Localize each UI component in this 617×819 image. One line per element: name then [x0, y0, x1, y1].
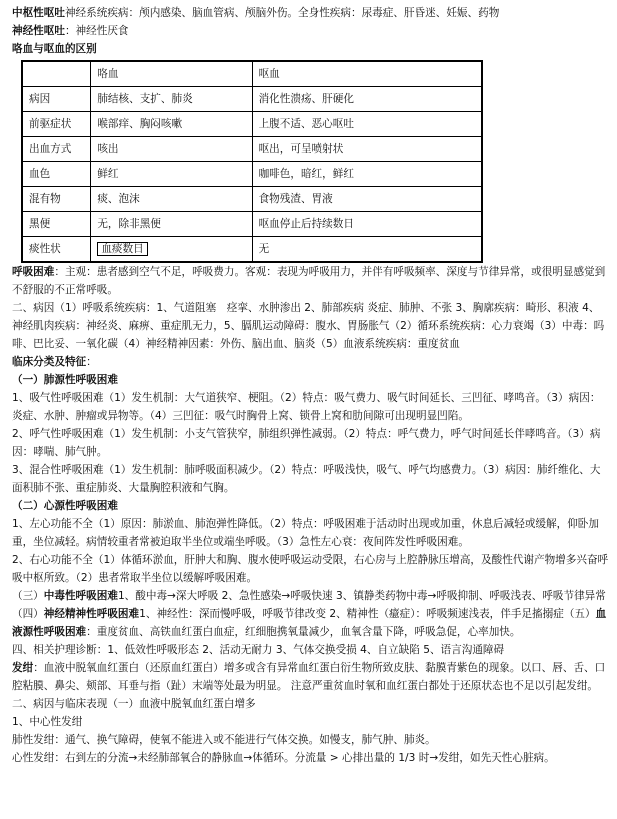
toxic-neuro-blood-paragraph: [12, 587, 610, 641]
hemoptysis-hematemesis-table: [21, 60, 483, 263]
cyanosis-text: ：血液中脱氧血红蛋白（还原血红蛋白）增多或含有异常血红蛋白衍生物所致皮肤、黏膜青紫色的现象。以口、唇、舌、口腔粘膜、鼻尖、颊部、耳垂与指（趾）末端等处最为明显。 注意严重贫血时氧和血红蛋白都处于还原状态也不足以引起发绀。: [12, 662, 606, 692]
table-row: [22, 212, 482, 237]
neurogenic-vomiting-term: 神经性呕吐: [12, 25, 65, 37]
central-vomiting-term: 中枢性呕吐: [12, 7, 65, 19]
table-cell: 咖啡色，暗红，鲜红: [252, 162, 482, 187]
table-cell: 鲜红: [91, 162, 252, 187]
expiratory-dyspnea-paragraph: 2、呼气性呼吸困难（1）发生机制：小支气管狭窄，肺组织弹性减弱。（2）特点：呼气费力，呼气时间延长伴哮鸣音。（3）病因：哮喘、肺气肿。: [12, 428, 601, 458]
table-header-cell: 呕血: [252, 61, 482, 87]
dyspnea-definition: [12, 263, 610, 299]
table-cell: 痰性状: [22, 237, 91, 263]
cyanosis-cause-line: 二、病因与临床表现（一）血液中脱氧血红蛋白增多: [12, 698, 256, 710]
neurogenic-vomiting-line: [12, 22, 610, 40]
table-cell: 前驱症状: [22, 112, 91, 137]
central-vomiting-text: 神经系统疾病：颅内感染、脑血管病、颅脑外伤。全身性疾病：尿毒症、肝昏迷、妊娠、药物: [64, 7, 500, 19]
table-row: [22, 137, 482, 162]
table-cell: 消化性溃疡、肝硬化: [252, 87, 482, 112]
table-cell: 血色: [22, 162, 91, 187]
clinical-classification-heading: [12, 353, 610, 371]
table-cell: 咳出: [91, 137, 252, 162]
mixed-dyspnea-paragraph: 3、混合性呼吸困难（1）发生机制：肺呼吸面积减少。（2）特点：呼吸浅快，吸气、呼气均感费力。（3）病因：肺纤维化、大面积肺不张、重症肺炎、大量胸腔积液和气胸。: [12, 464, 601, 494]
table-header-cell: [22, 61, 91, 87]
dyspnea-text: ：主观：患者感到空气不足，呼吸费力。客观：表现为呼吸用力，并伴有呼吸频率、深度与节律异常，或很明显感觉到不舒服的不正常呼吸。: [12, 266, 606, 296]
table-cell: 喉部痒、胸闷咳嗽: [91, 112, 252, 137]
table-header-cell: 咯血: [91, 61, 252, 87]
left-heart-paragraph: 1、左心功能不全（1）原因：肺淤血、肺泡弹性降低。（2）特点：呼吸困难于活动时出现或加重，休息后减轻或缓解，仰卧加重，坐位减轻。病情较重者常被迫取半坐位或端坐呼吸。（3）急性左心衰：夜间阵发性呼吸困难。: [12, 518, 599, 548]
inspiratory-dyspnea-paragraph: 1、吸气性呼吸困难（1）发生机制：大气道狭窄、梗阻。（2）特点：吸气费力、吸气时间延长、三凹征、哮鸣音。（3）病因：炎症、水肿、肿瘤或异物等。（4）三凹征：吸气时胸骨上窝、锁骨上窝和肋间隙可出现明显凹陷。: [12, 392, 601, 422]
table-cell: 无: [252, 237, 482, 263]
neuro-dyspnea-term: 神经精神性呼吸困难: [43, 608, 140, 620]
document-page: [12, 4, 610, 767]
causes-paragraph: 二、病因（1）呼吸系统疾病：1、气道阻塞 痉挛、水肿渗出 2、肺部疾病 炎症、肺肿、不张 3、胸廓疾病：畸形、积液 4、神经肌肉疾病：神经炎、麻痹、重症肌无力，5、膈肌运动障碍：腹水、胃肠胀气（2）循环系统疾病：心力衰竭（3）中毒：吗啡、巴比妥、一氧化碳（4）神经精神因素：外伤、脑出血、脑炎（5）血液系统疾病：重度贫血: [12, 302, 605, 350]
table-row: [22, 187, 482, 212]
nursing-diagnosis-line: 四、相关护理诊断：1、低效性呼吸形态 2、活动无耐力 3、气体交换受损 4、自立缺陷 5、语言沟通障碍: [12, 644, 505, 656]
table-cell: 呕出，可呈喷射状: [252, 137, 482, 162]
table-row: [22, 87, 482, 112]
table-cell: 肺结核、支扩、肺炎: [91, 87, 252, 112]
table-row: [22, 162, 482, 187]
table-cell: 出血方式: [22, 137, 91, 162]
neurogenic-vomiting-text: ：神经性厌食: [64, 25, 129, 37]
neuro-dyspnea-text: 1、神经性：深而慢呼吸，呼吸节律改变 2、精神性（癔症）：呼吸频速浅表，伴手足搐搦症（五）: [139, 608, 596, 620]
toxic-lead: （三）: [12, 590, 44, 602]
clinical-colon: ：: [86, 356, 97, 368]
table-cell: 呕血停止后持续数日: [252, 212, 482, 237]
central-vomiting-line: [12, 4, 610, 22]
cardiac-cyanosis-line: 心性发绀：右到左的分流→未经肺部氧合的静脉血→体循环。分流量 > 心排出量的 1/3 时→发绀，如先天性心脏病。: [12, 752, 555, 764]
toxic-dyspnea-text: 1、酸中毒→深大呼吸 2、急性感染→呼吸快速 3、镇静类药物中毒→呼吸抑制、呼吸浅表、呼吸节律异常（四）: [12, 590, 606, 620]
cyanosis-definition: [12, 659, 610, 695]
blood-dyspnea-term: 血液源性呼吸困难: [12, 608, 607, 638]
table-cell: 食物残渣、胃液: [252, 187, 482, 212]
right-heart-paragraph: 2、右心功能不全（1）体循环淤血，肝肿大和胸、腹水使呼吸运动受限，右心房与上腔静脉压增高，及酸性代谢产物增多兴奋呼吸中枢所致。（2）患者常取半坐位以缓解呼吸困难。: [12, 554, 609, 584]
table-cell: 病因: [22, 87, 91, 112]
table-cell: 混有物: [22, 187, 91, 212]
table-cell: 黑便: [22, 212, 91, 237]
table-cell: [91, 237, 252, 263]
pulmonary-dyspnea-heading: （一）肺源性呼吸困难: [12, 374, 118, 386]
table-row: [22, 112, 482, 137]
table-header-row: [22, 61, 482, 87]
boxed-cell-text: 血痰数日: [97, 242, 147, 256]
cardiac-dyspnea-heading: （二）心源性呼吸困难: [12, 500, 118, 512]
clinical-title: 临床分类及特征: [12, 356, 87, 368]
table-row: [22, 237, 482, 263]
table-cell: 无，除非黑便: [91, 212, 252, 237]
central-cyanosis-heading: 1、中心性发绀: [12, 716, 83, 728]
comparison-heading: 咯血与呕血的区别: [12, 43, 97, 55]
cyanosis-term: 发绀: [12, 662, 34, 674]
table-cell: 上腹不适、恶心呕吐: [252, 112, 482, 137]
toxic-dyspnea-term: 中毒性呼吸困难: [43, 590, 118, 602]
pulmonary-cyanosis-line: 肺性发绀：通气、换气障碍，使氧不能进入或不能进行气体交换。如慢支，肺气肿、肺炎。: [12, 734, 436, 746]
dyspnea-term: 呼吸困难: [12, 266, 55, 278]
blood-dyspnea-text: ：重度贫血、高铁血红蛋白血症，红细胞携氧量减少，血氧含量下降，呼吸急促，心率加快。: [86, 626, 521, 638]
table-cell: 痰、泡沫: [91, 187, 252, 212]
